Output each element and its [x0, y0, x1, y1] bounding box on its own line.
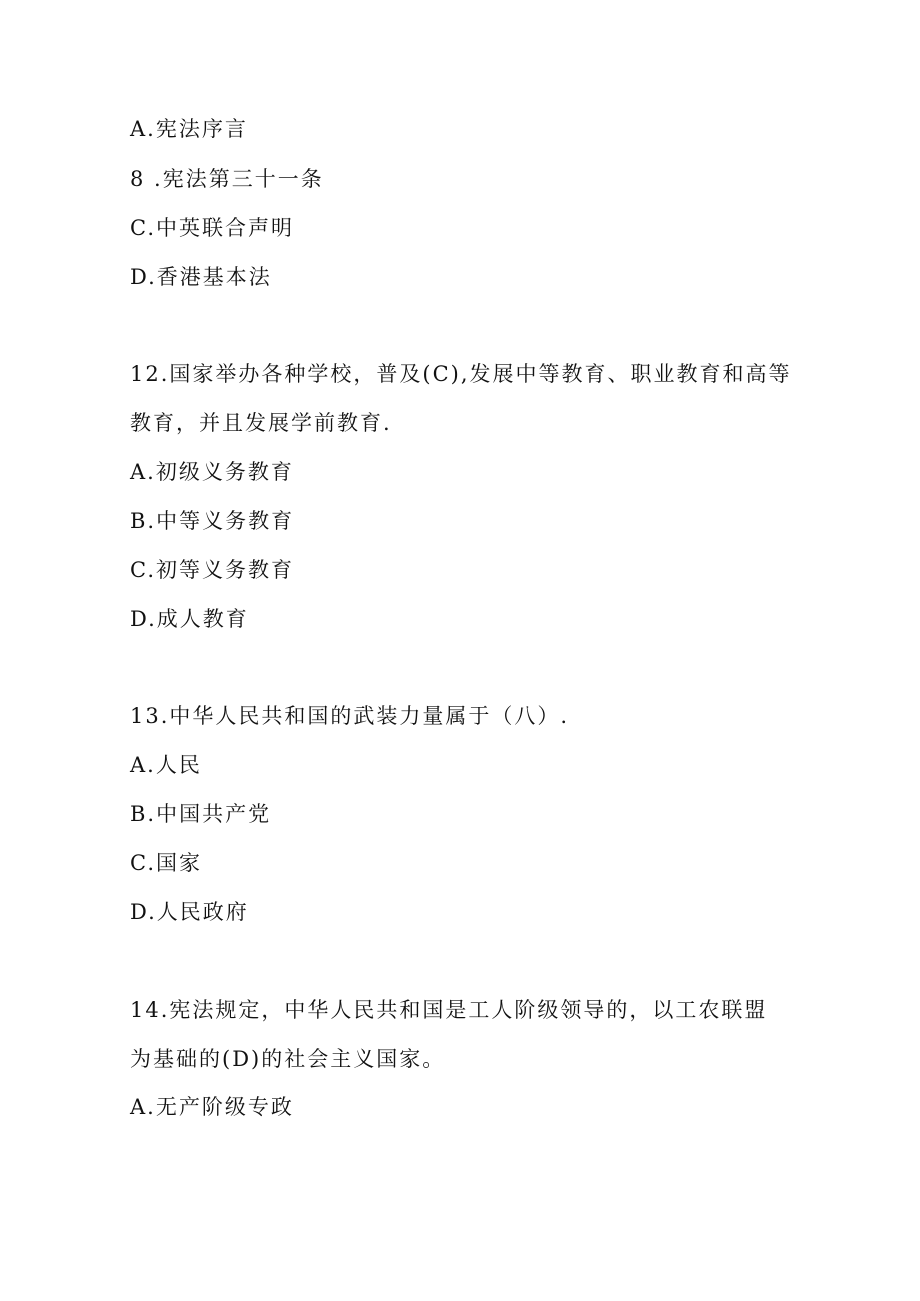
question-stem-line-1: 13.中华人民共和国的武装力量属于（八）.	[130, 704, 570, 728]
option-d: D.香港基本法	[130, 265, 272, 289]
option-d: D.人民政府	[130, 900, 249, 924]
question-stem-line-2: 教育，并且发展学前教育.	[130, 411, 392, 435]
option-d: D.成人教育	[130, 607, 249, 631]
option-c: C.初等义务教育	[130, 558, 294, 582]
option-c: C.中英联合声明	[130, 216, 294, 240]
question-stem-line-2: 为基础的(D)的社会主义国家。	[130, 1047, 446, 1071]
option-a: A.人民	[130, 753, 202, 777]
option-b: 8 .宪法第三十一条	[130, 167, 324, 191]
question-stem-line-1: 12.国家举办各种学校，普及(C),发展中等教育、职业教育和高等	[130, 362, 792, 386]
option-b: B.中国共产党	[130, 802, 272, 826]
question-stem-line-1: 14.宪法规定，中华人民共和国是工人阶级领导的，以工农联盟	[130, 998, 768, 1022]
option-c: C.国家	[130, 851, 202, 875]
option-a: A.初级义务教育	[130, 460, 294, 484]
option-b: B.中等义务教育	[130, 509, 295, 533]
option-a: A.无产阶级专政	[130, 1095, 294, 1119]
option-a: A.宪法序言	[130, 117, 248, 141]
